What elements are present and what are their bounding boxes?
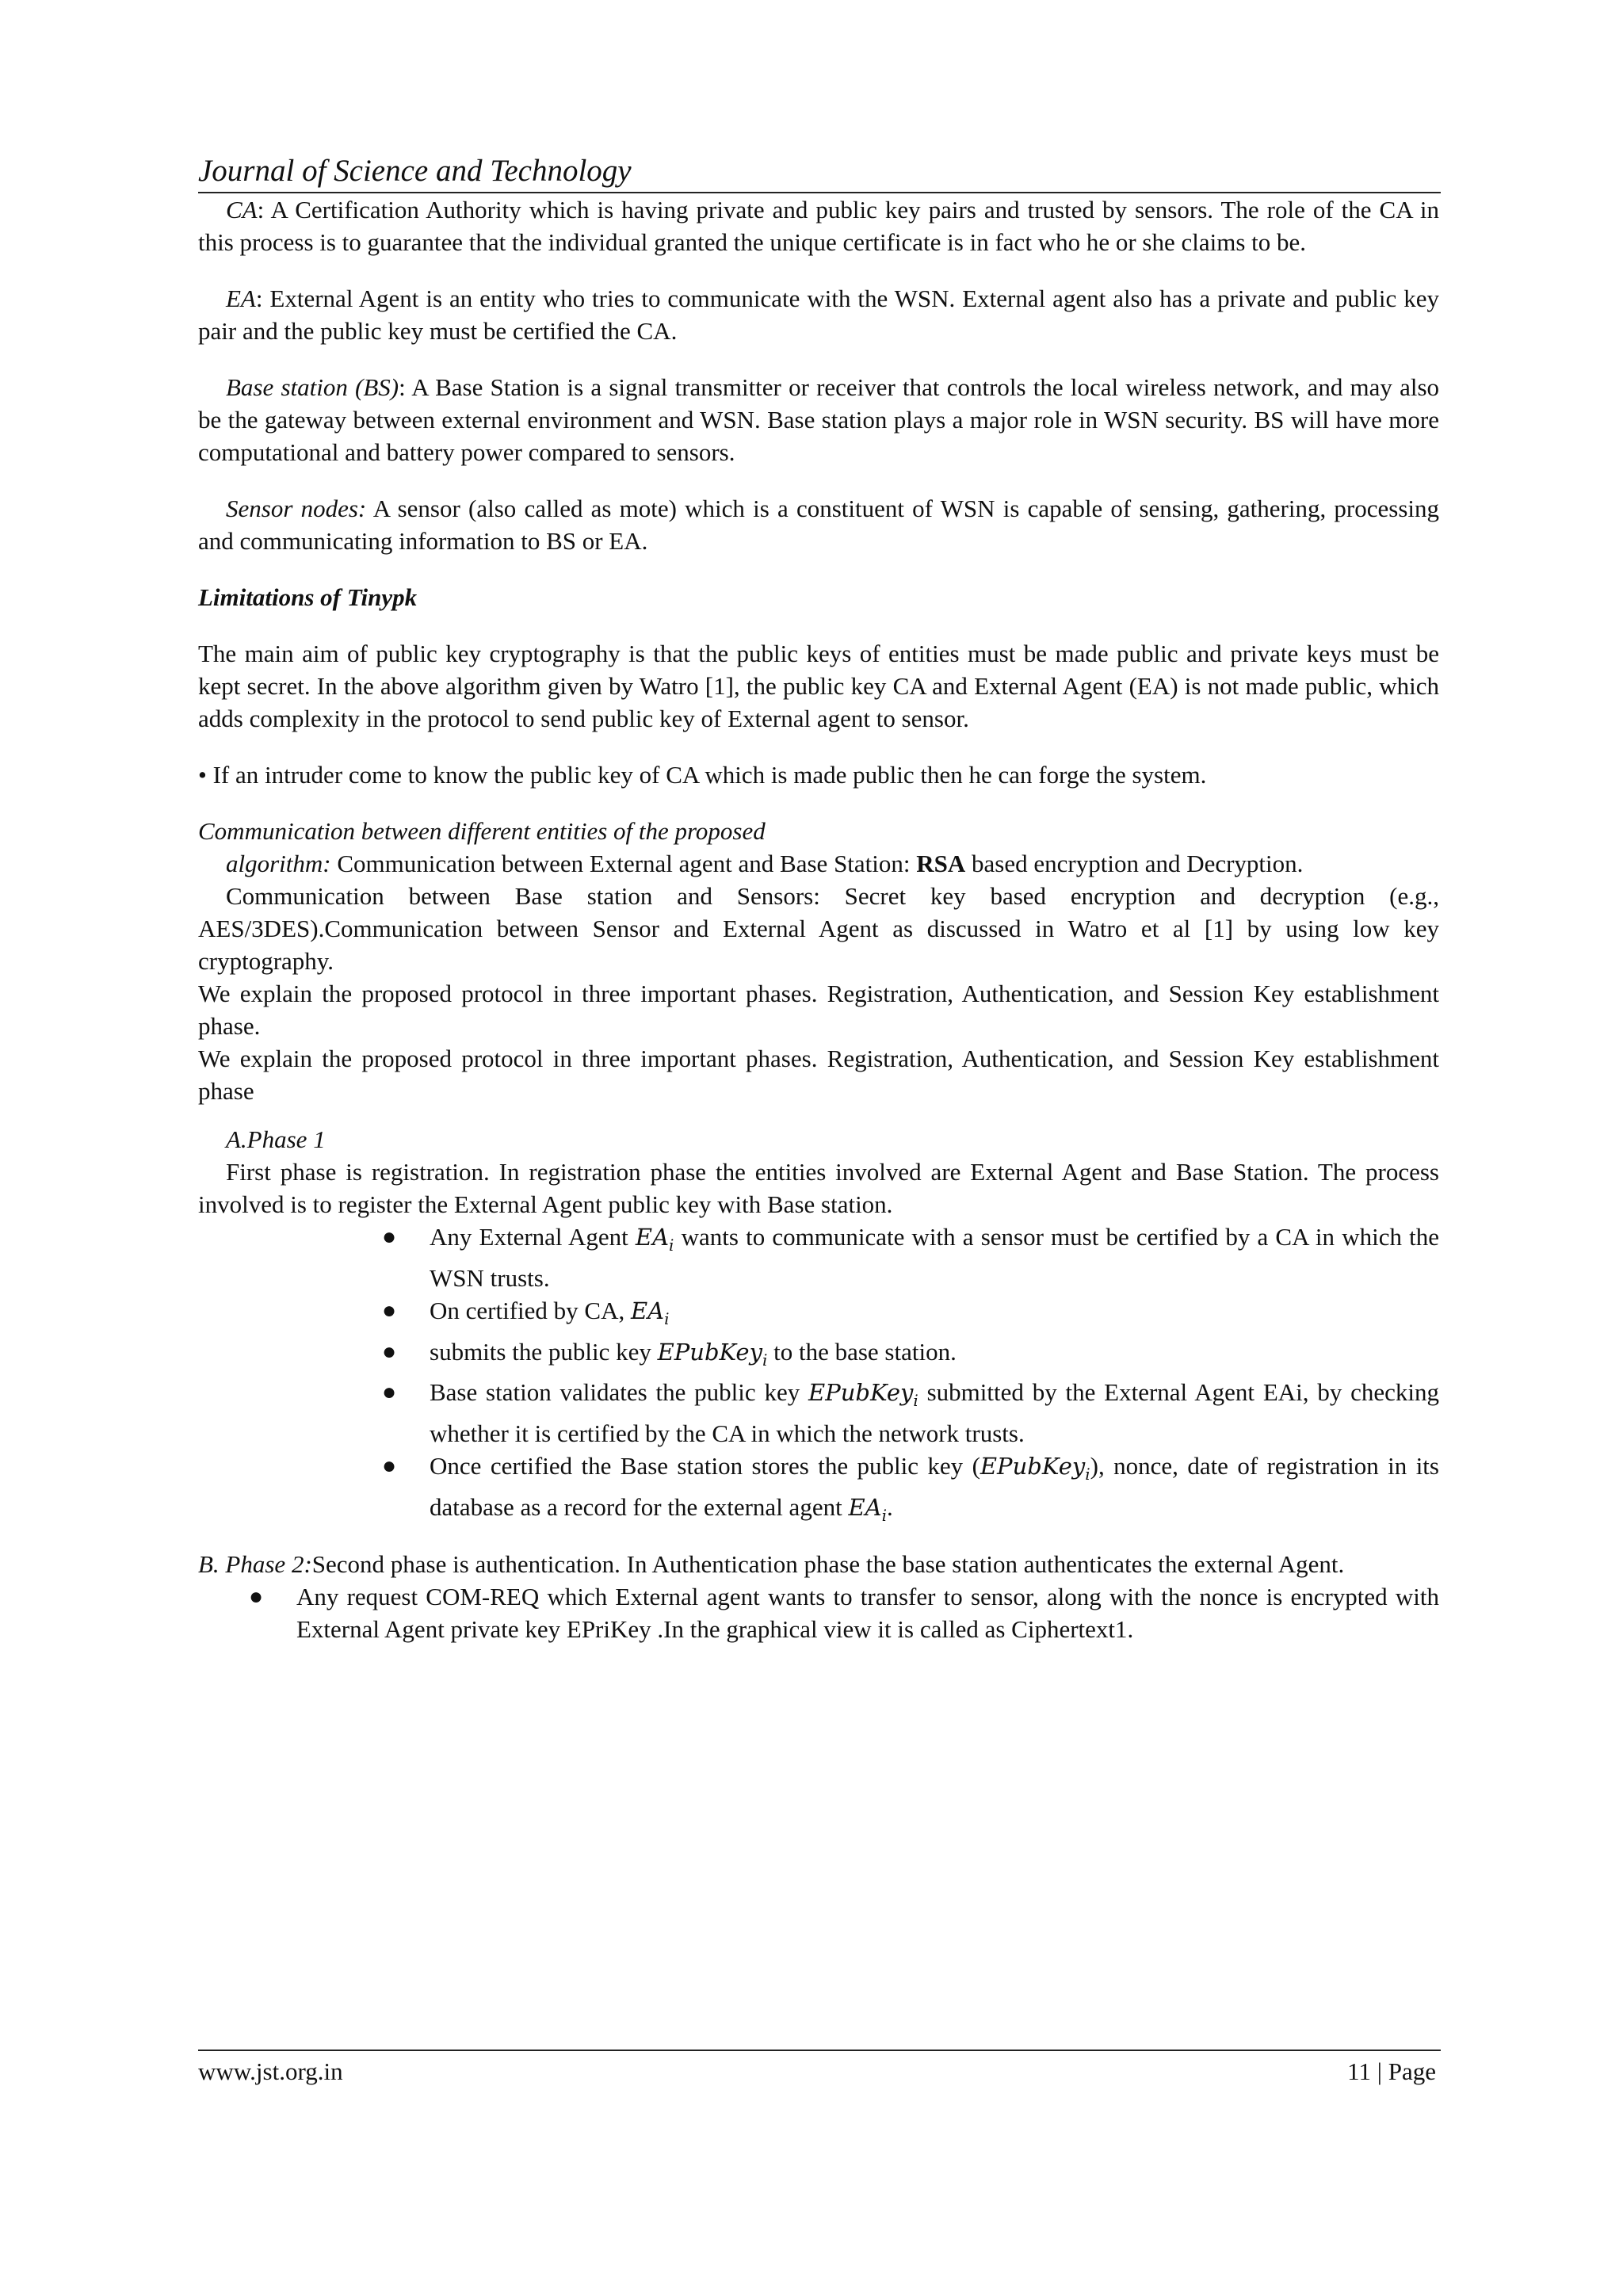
def-ea-text: : External Agent is an entity who tries to communicate with the WSN. External agent also has a private and public key pair and the public key must be certified the CA. (198, 285, 1439, 345)
limitations-paragraph: The main aim of public key cryptography is that the public keys of entities must be made public and private keys must be kept secret. In the above algorithm given by Watro [1], the public key CA and External Agent (EA) is not made public, which adds complexity in the protocol to send public key of External agent to sensor. (198, 640, 1439, 732)
phase2-bullet-list (198, 1580, 1439, 1645)
def-ca (198, 193, 1439, 258)
bullet-icon: ● (382, 1379, 397, 1406)
page-header (198, 152, 1441, 190)
rsa-label: RSA (916, 850, 966, 877)
footer-url: www.jst.org.in (198, 2057, 343, 2085)
list-item: ● Base station validates the public key EPubKey$_i$ submitted by the External Agent EAi, by checking whether it is certified by the CA in which the network trusts. (430, 1376, 1439, 1450)
communication-paragraph-2: Communication between Base station and Sensors: Secret key based encryption and decryption (e.g., AES/3DES).Communication between Sensor and External Agent as discussed in Watro et al [1] by using low key cryptography. (198, 882, 1439, 975)
def-bs-term: Base station (BS) (226, 373, 399, 401)
phase2-text: Second phase is authentication. In Authentication phase the base station authenticates the external Agent. (311, 1549, 1345, 1578)
bullet-icon: ● (249, 1583, 264, 1610)
def-ca-term: CA (226, 196, 258, 223)
list-item: ● Once certified the Base station stores the public key (EPubKey$_i$), nonce, date of registration in its database as a record for the external agent $EA_i$. (430, 1450, 1439, 1532)
limitations-heading: Limitations of Tinypk (198, 583, 418, 611)
def-bs (198, 371, 1439, 468)
math-ea-i: $EA_i$ (630, 1297, 670, 1328)
bullet-icon: ● (382, 1224, 397, 1250)
communication-text-b: based encryption and Decryption. (965, 850, 1304, 877)
math-epubkey-i: EPubKey$_i$ (808, 1379, 918, 1411)
math-epubkey-i: EPubKey$_i$ (980, 1453, 1090, 1484)
list-item: ● Any External Agent $EA_i$ wants to communicate with a sensor must be certified by a CA in which the WSN trusts. (430, 1221, 1439, 1294)
phases-paragraph-2: We explain the proposed protocol in three important phases. Registration, Authentication, and Session Key establishment phase (198, 1045, 1439, 1105)
bullet-icon: ● (382, 1453, 397, 1480)
math-ea-i: $EA_i$ (635, 1224, 674, 1255)
bullet-icon: ● (382, 1338, 397, 1365)
phase2-paragraph (198, 1548, 1439, 1580)
phases-paragraph-1: We explain the proposed protocol in three important phases. Registration, Authentication, and Session Key establishment phase. (198, 980, 1439, 1040)
math-ea-i: $EA_i$ (848, 1493, 887, 1525)
list-item: ● On certified by CA, $EA_i$ (430, 1294, 1439, 1335)
page-number: 11 | Page (1347, 2057, 1436, 2085)
footer-rule (198, 2050, 1441, 2051)
list-item: ● submits the public key EPubKey$_i$ to the base station. (430, 1335, 1439, 1377)
list-item: ● Any request COM-REQ which External agent wants to transfer to sensor, along with the nonce is encrypted with External Agent private key EPriKey .In the graphical view it is called as Ciphertext1. (296, 1580, 1439, 1645)
communication-heading-cont: algorithm: (226, 850, 331, 877)
journal-title: Journal of Science and Technology (198, 154, 632, 188)
def-bs-text: : A Base Station is a signal transmitter or receiver that controls the local wireless network, and may also be the gateway between external environment and WSN. Base station plays a major role in WSN security. BS will have more computational and battery power compared to sensors. (198, 373, 1440, 466)
bullet-icon: ● (382, 1297, 397, 1324)
math-epubkey-i: EPubKey$_i$ (657, 1338, 768, 1370)
phase1-paragraph: First phase is registration. In registration phase the entities involved are External Agent and Base Station. The process involved is to register the External Agent public key with Base station. (198, 1158, 1439, 1218)
def-sensor-nodes (198, 492, 1439, 557)
phase1-heading: A.Phase 1 (226, 1125, 326, 1153)
def-ea (198, 282, 1439, 347)
def-ea-term: EA (226, 285, 256, 312)
phase2-heading: B. Phase 2: (198, 1549, 312, 1578)
def-ca-text: : A Certification Authority which is having private and public key pairs and trusted by sensors. The role of the CA in this process is to guarantee that the individual granted the unique certificate is in fact who he or she claims to be. (198, 196, 1439, 256)
def-sn-term: Sensor nodes: (226, 495, 367, 522)
limitations-bullet: • If an intruder come to know the public key of CA which is made public then he can forge the system. (198, 761, 1207, 789)
phase1-bullet-list (198, 1221, 1439, 1532)
communication-line (198, 847, 1439, 880)
body-text (198, 193, 1439, 1645)
communication-heading: Communication between different entities of the proposed (198, 817, 766, 845)
communication-text-a: Communication between External agent and Base Station: (330, 850, 917, 877)
def-sn-text: A sensor (also called as mote) which is a constituent of WSN is capable of sensing, gathering, processing and communicating information to BS or EA. (198, 495, 1439, 555)
